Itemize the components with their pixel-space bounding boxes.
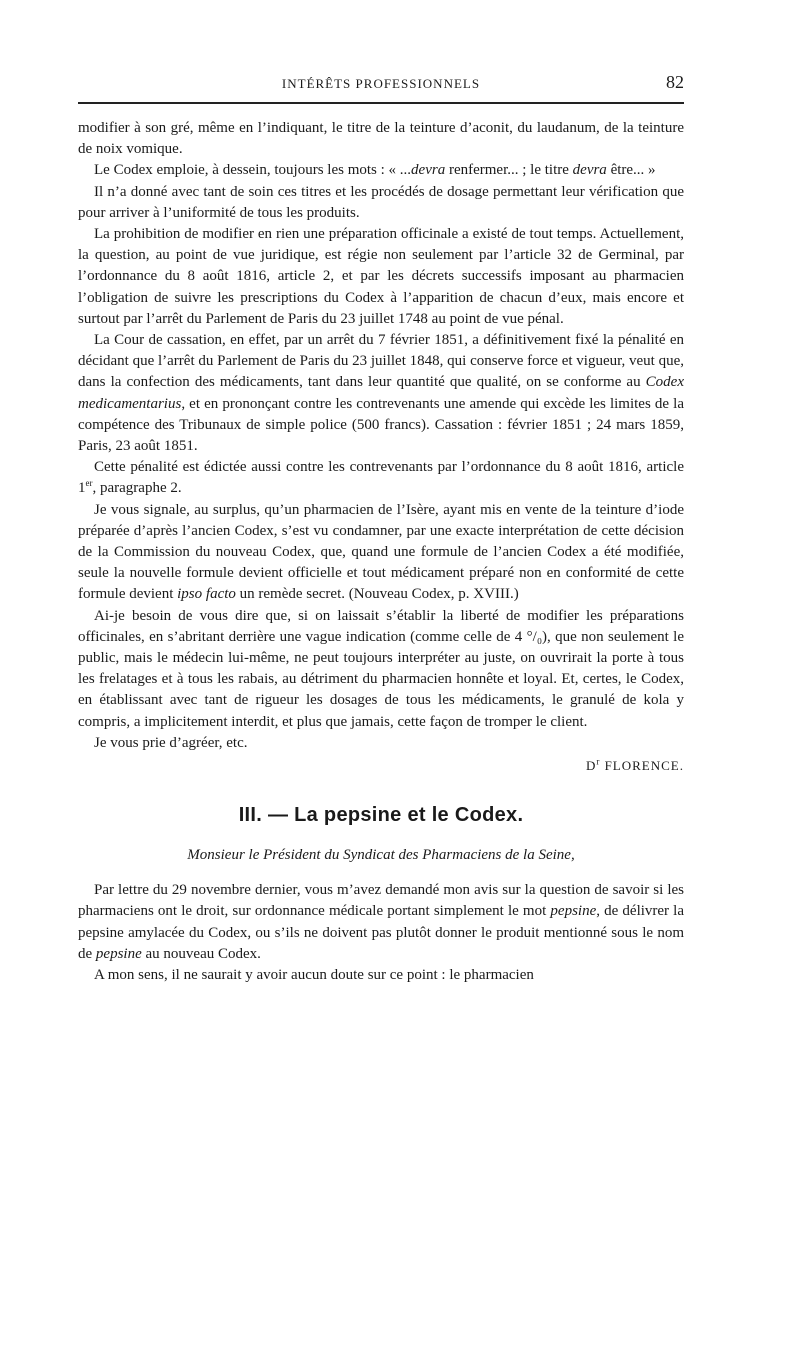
- text-run: Cette pénalité est édictée aussi contre les contrevenants par l’ordonnance du 8 août 1816, article 1: [78, 459, 684, 497]
- italic-text: ipso facto: [177, 586, 236, 603]
- text-run: , de délivrer la pepsine amylacée du Codex, ou s’ils ne doivent pas plutôt donner le produit mentionné sous le nom de: [78, 903, 685, 962]
- paragraph: [78, 330, 684, 457]
- section-title: III. — La pepsine et le Codex.: [238, 804, 524, 827]
- paragraph: modifier à son gré, même en l’indiquant, le titre de la teinture d’aconit, du laudanum, de la teinture de noix vomique.: [78, 120, 684, 158]
- text-run: , et en prononçant contre les contrevenants une amende qui excède les limites de la compétence des Tribunaux de simple police (500 francs). Cassation : février 1851 ; 24 mars 1859, Paris, 23 août 1851.: [78, 395, 684, 455]
- text-run: un remède secret. (Nouveau Codex, p. XVIII.): [235, 586, 519, 603]
- paragraph: [78, 160, 684, 181]
- paragraph: [78, 500, 684, 606]
- paragraph: [78, 457, 684, 499]
- text-run: renfermer... ; le titre: [445, 162, 573, 179]
- text-run: être... »: [606, 162, 656, 179]
- text-run: Le Codex emploie, à dessein, toujours les mots : « ...: [94, 162, 412, 179]
- paragraph: Je vous prie d’agréer, etc.: [94, 734, 248, 751]
- superscript: er: [85, 478, 93, 489]
- superscript: r: [596, 756, 601, 767]
- signature-title: D: [585, 758, 597, 774]
- page-number: 82: [666, 72, 684, 92]
- text-run: Je vous signale, au surplus, qu’un pharmacien de l’Isère, ayant mis en vente de la teinture d’iode préparée d’après l’ancien Codex, s’est vu condamner, par une exacte interprétation de cette décision de la Commission du nouveau Codex, que, quand une formule de l’ancien Codex a été modifiée, seule la nouvelle formule devient officielle et tout médicament préparé non en conformité de cette formule devient: [78, 501, 684, 603]
- header-rule: [78, 102, 684, 104]
- italic-text: pepsine: [95, 945, 142, 962]
- italic-text: devra: [411, 162, 446, 179]
- paragraph: Il n’a donné avec tant de soin ces titres et les procédés de dosage permettant leur vérification que pour arriver à l’uniformité de tous les produits.: [78, 183, 684, 221]
- running-title: INTÉRÊTS PROFESSIONNELS: [281, 76, 481, 91]
- page-header: [78, 72, 684, 98]
- paragraph: Ai-je besoin de vous dire que, si on laissait s’établir la liberté de modifier les préparations officinales, en s’abritant derrière une vague indication (comme celle de 4 °/₀), que non seulement le public, mais le médecin lui-même, ne peut toujours interpréter au juste, on ouvrirait la porte à tous les frelatages et à tous les rabais, au détriment du pharmacien honnête et loyal. Et, certes, le Codex, en établissant avec tant de rigueur les dosages de tous les médicaments, le granulé de kola y compris, a implicitement interdit, et plus que jamais, cette façon de tromper le client.: [78, 607, 684, 730]
- italic-text: Codex medicamentarius: [78, 374, 684, 412]
- signature: [78, 758, 684, 774]
- text-run: Par lettre du 29 novembre dernier, vous m’avez demandé mon avis sur la question de savoir si les pharmaciens ont le droit, sur ordonnance médicale portant simplement le mot: [78, 882, 684, 920]
- paragraph: La prohibition de modifier en rien une préparation officinale a existé de tout temps. Actuellement, la question, au point de vue juridique, est régie non seulement par l’article 32 de Germinal, par l’ordonnance du 8 août 1816, article 2, et par les décrets successifs imposant au pharmacien l’obligation de suivre les prescriptions du Codex à l’apparition de chacun d’eux, mais encore et surtout par l’arrêt du Parlement de Paris du 23 juillet 1748 au point de vue pénal.: [78, 226, 684, 327]
- salutation: Monsieur le Président du Syndicat des Pharmaciens de la Seine,: [187, 847, 575, 864]
- text-run: La Cour de cassation, en effet, par un arrêt du 7 février 1851, a définitivement fixé la pénalité en décidant que l’arrêt du Parlement de Paris du 23 juillet 1848, qui conserve force et vigueur, veut que, dans la confection des médicaments, tant dans leur quantité que qualité, on se conforme au: [78, 332, 684, 391]
- italic-text: pepsine: [550, 903, 597, 920]
- italic-text: devra: [572, 162, 607, 179]
- paragraph: [78, 880, 684, 965]
- text-run: au nouveau Codex.: [141, 945, 261, 962]
- letter-body: [78, 118, 684, 774]
- text-run: , paragraphe 2.: [92, 480, 182, 497]
- paragraph: A mon sens, il ne saurait y avoir aucun doute sur ce point : le pharmacien: [94, 966, 534, 983]
- document-page: [78, 72, 684, 986]
- signature-name: FLORENCE.: [600, 758, 684, 774]
